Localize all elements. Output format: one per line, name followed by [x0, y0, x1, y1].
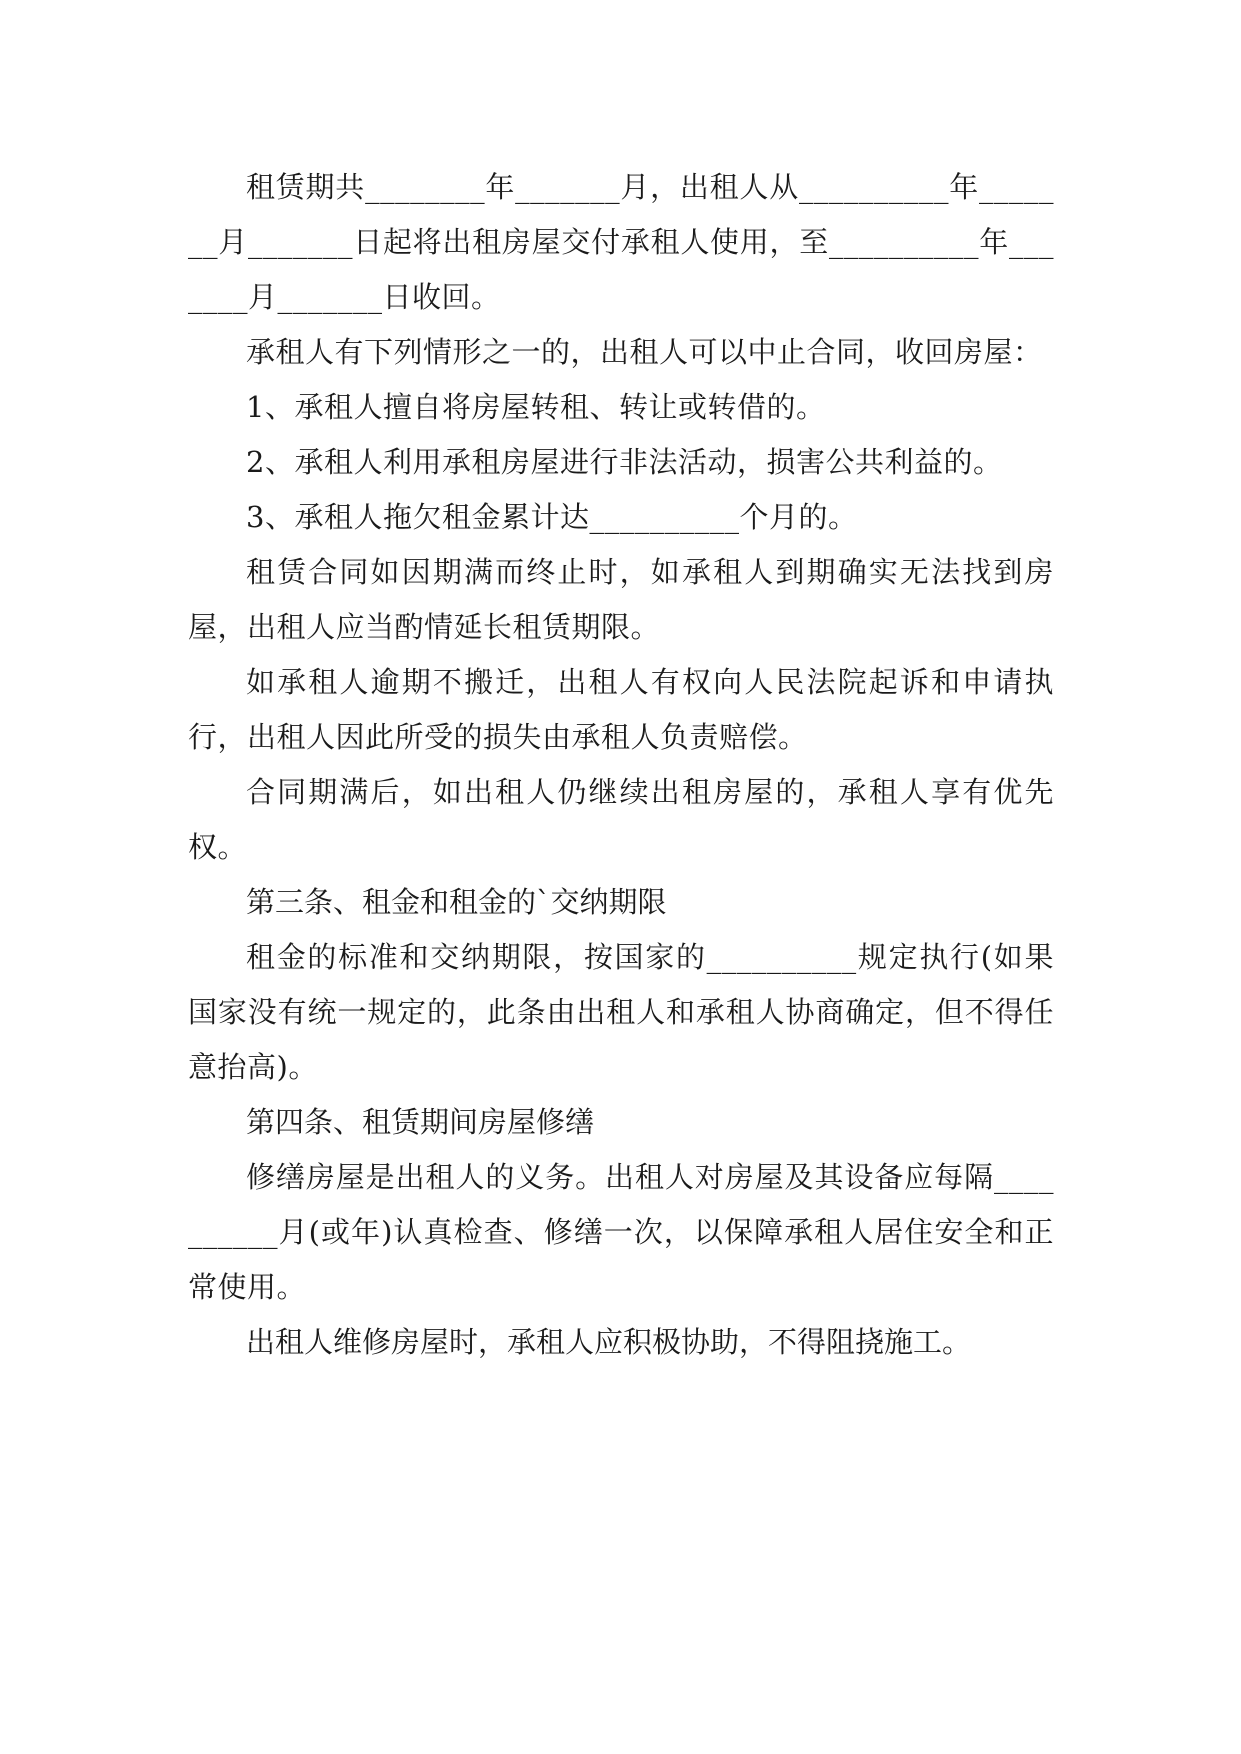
- paragraph-condition-3: 3、承租人拖欠租金累计达__________个月的。: [246, 500, 858, 534]
- paragraph-termination-conditions: 承租人有下列情形之一的，出租人可以中止合同，收回房屋：: [246, 335, 1043, 369]
- heading-article-3: 第三条、租金和租金的`交纳期限: [246, 885, 667, 919]
- paragraph-lease-extension: 租赁合同如因期满而终止时，如承租人到期确实无法找到房屋，出租人应当酌情延长租赁期限。: [188, 555, 1054, 644]
- paragraph-condition-1: 1、承租人擅自将房屋转租、转让或转借的。: [246, 390, 826, 424]
- paragraph-lease-term: 租赁期共________年_______月，出租人从__________年_______月_______日起将出租房屋交付承租人使用，至__________年_______月_______日收回。: [188, 170, 1054, 314]
- paragraph-repair-obligation: 修缮房屋是出租人的义务。出租人对房屋及其设备应每隔__________月(或年)认真检查、修缮一次，以保障承租人居住安全和正常使用。: [188, 1160, 1054, 1304]
- paragraph-overdue-eviction: 如承租人逾期不搬迁，出租人有权向人民法院起诉和申请执行，出租人因此所受的损失由承租人负责赔偿。: [188, 665, 1054, 754]
- paragraph-rent-standard: 租金的标准和交纳期限，按国家的__________规定执行(如果国家没有统一规定的，此条由出租人和承租人协商确定，但不得任意抬高)。: [188, 940, 1054, 1084]
- paragraph-condition-2: 2、承租人利用承租房屋进行非法活动，损害公共利益的。: [246, 445, 1003, 479]
- heading-article-4: 第四条、租赁期间房屋修缮: [246, 1105, 595, 1139]
- document-body: [188, 160, 1054, 1370]
- paragraph-repair-cooperation: 出租人维修房屋时，承租人应积极协助，不得阻挠施工。: [246, 1325, 972, 1359]
- paragraph-priority-right: 合同期满后，如出租人仍继续出租房屋的，承租人享有优先权。: [188, 775, 1054, 864]
